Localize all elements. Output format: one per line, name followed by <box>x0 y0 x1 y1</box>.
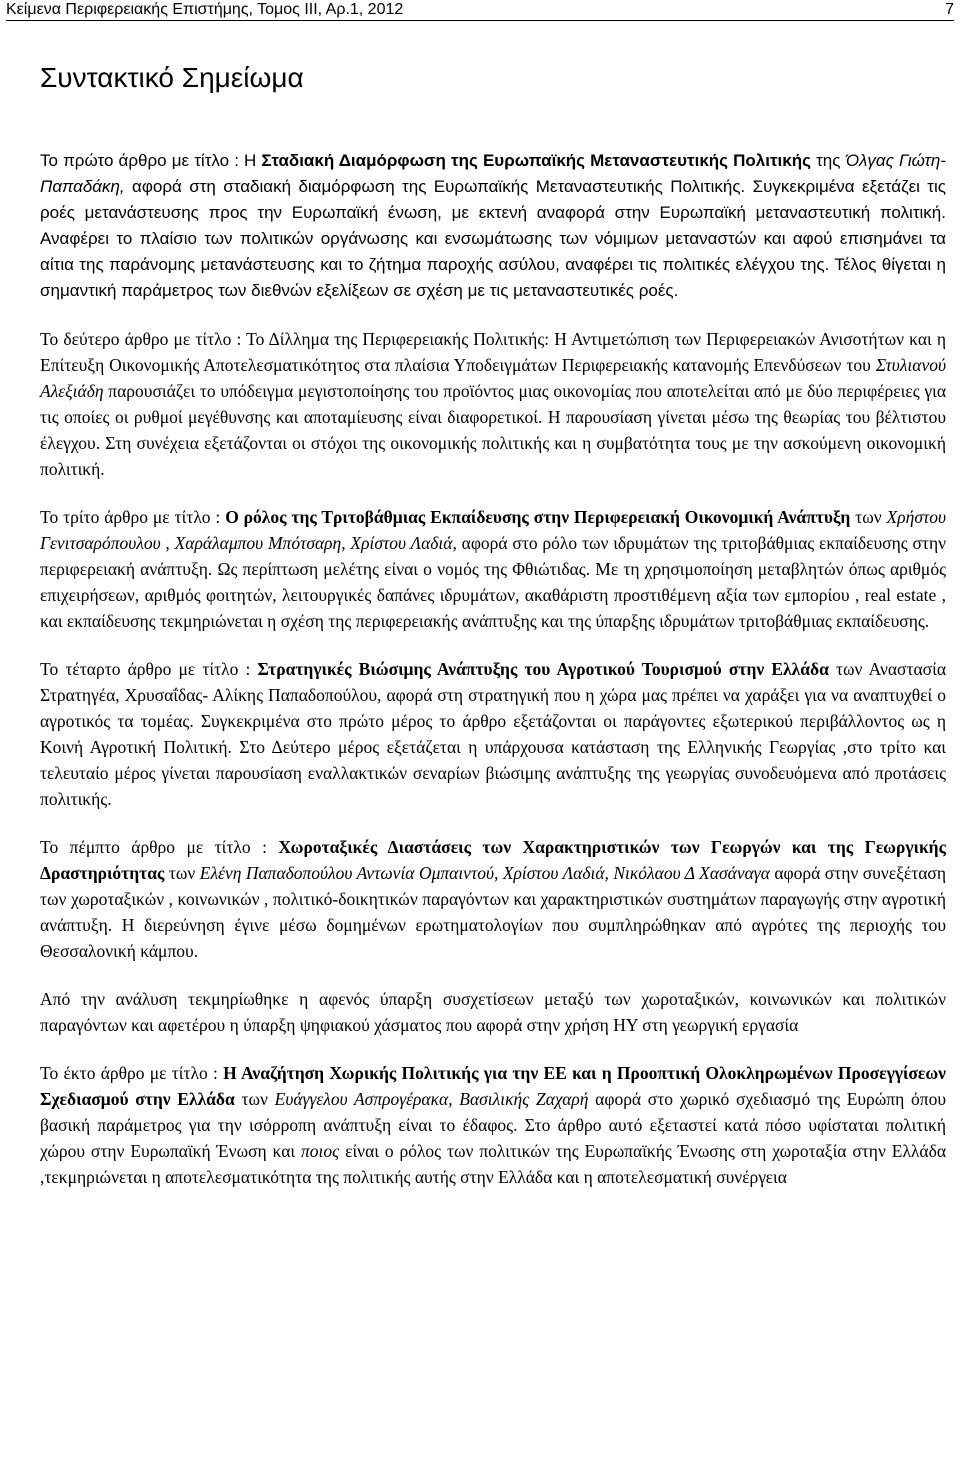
paragraph-article-1 <box>40 148 946 304</box>
article-6-title: Η Αναζήτηση Χωρικής Πολιτικής για την ΕΕ και η Προοπτική Ολοκληρωμένων Προσεγγίσεων Σχεδιασμού στην Ελλάδα <box>40 1063 946 1109</box>
text: αφορά στο χωρικό σχεδιασμό της Ευρώπη όπου βασική παράμετρος για την ισόρροπη ανάπτυξη είναι το έδαφος. Στο άρθρο αυτό εξεταστεί κατά πόσο υφίσταται πολιτική χώρου στην Ευρωπαϊκή Ένωση και <box>40 1089 946 1161</box>
article-3-title: Ο ρόλος της Τριτοβάθμιας Εκπαίδευσης στην Περιφερειακή Οικονομική Ανάπτυξη <box>225 507 851 527</box>
paragraph-article-6 <box>40 1060 946 1190</box>
page-number: 7 <box>945 1 954 18</box>
text: των Αναστασία Στρατηγέα, Χρυσαΐδας- Αλίκης Παπαδοπούλου, αφορά στη στρατηγική που η χώρα μας πρέπει να χαράξει για να αναπτυχθεί ο αγροτικός τα τομέας. Συγκεκριμένα στο πρώτο μέρος το άρθρο εξετάζονται οι παράγοντες εξωτερικού περιβάλλοντος ως η Κοινή Αγροτική Πολιτική. Στο Δεύτερο μέρος εξετάζεται η υπάρχουσα κατάσταση της Ελληνικής Γεωργίας ,στο τρίτο και τελευταίο μέρος γίνεται παρουσίαση εναλλακτικών σεναρίων βιώσιμης ανάπτυξης της γεωργίας συνοδευόμενα από προτάσεις πολιτικής. <box>40 659 946 809</box>
text: των <box>234 1089 275 1109</box>
text: Το πρώτο άρθρο με τίτλο : Η <box>40 151 262 170</box>
journal-citation: Κείμενα Περιφερειακής Επιστήμης, Τομος ΙΙΙ, Αρ.1, 2012 <box>6 1 404 18</box>
article-2-author: Στυλιανού Αλεξιάδη <box>40 355 946 401</box>
text: Το τρίτο άρθρο με τίτλο : <box>40 507 226 527</box>
text: Το πέμπτο άρθρο με τίτλο : <box>40 837 279 857</box>
page-title: Συντακτικό Σημείωμα <box>40 62 304 93</box>
paragraph-article-3 <box>40 504 946 634</box>
text: Από την ανάλυση τεκμηρίωθηκε η αφενός ύπαρξη συσχετίσεων μεταξύ των χωροταξικών, κοινωνικών και πολιτικών παραγόντων και αφετέρου η ύπαρξη ψηφιακού χάσματος που αφορά στην χρήση ΗΥ στη γεωργική εργασία <box>40 989 946 1035</box>
text: των <box>164 863 200 883</box>
article-1-author: Όλγας Γιώτη-Παπαδάκη, <box>40 151 946 196</box>
emphasis-word: ποιος <box>300 1141 340 1161</box>
article-3-authors: Χρήστου Γενιτσαρόπουλου , Χαράλαμπου Μπότσαρη, Χρίστου Λαδιά, <box>40 507 946 553</box>
paragraph-article-2 <box>40 326 946 482</box>
paragraph-article-4 <box>40 656 946 812</box>
text: των <box>850 507 887 527</box>
article-5-authors: Ελένη Παπαδοπούλου Αντωνία Ομπαιντού, Χρίστου Λαδιά, Νικόλαου Δ Χασάναγα <box>199 863 770 883</box>
text: Το δεύτερο άρθρο με τίτλο : Το Δίλλημα της Περιφερειακής Πολιτικής: Η Αντιμετώπιση των Περιφερειακών Ανισοτήτων και η Επίτευξη Οικονομικής Αποτελεσματικότητος στα πλαίσια Υποδειγμάτων Περιφερειακής κατανομής Επενδύσεων του <box>40 329 946 375</box>
text: Το έκτο άρθρο με τίτλο : <box>40 1063 224 1083</box>
article-6-authors: Ευάγγελου Ασπρογέρακα, Βασιλικής Ζαχαρή <box>274 1089 589 1109</box>
running-header <box>6 0 954 21</box>
paragraph-article-5-findings <box>40 986 946 1038</box>
text: της <box>810 151 846 170</box>
text: αφορά στην συνεξέταση των χωροταξικών , κοινωνικών , πολιτικό-δοικητικών παραγόντων και χαρακτηριστικών συστημάτων παραγωγής στην αγροτική ανάπτυξη. Η διερεύνηση έγινε μέσω δομημένων ερωτηματολογίων που συμπληρώθηκαν από αγρότες της περιοχής του Θεσσαλονική κάμπου. <box>40 863 947 961</box>
paragraph-article-5 <box>40 834 946 964</box>
text: αφορά στη σταδιακή διαμόρφωση της Ευρωπαϊκής Μεταναστευτικής Πολιτικής. Συγκεκριμένα εξετάζει τις ροές μετανάστευσης προς την Ευρωπαϊκή ένωση, με εκτενή αναφορά στην Ευρωπαϊκή μεταναστευτική πολιτική. Αναφέρει το πλαίσιο των πολιτικών οργάνωσης και ενσωμάτωσης των νόμιμων μεταναστών και αφού επισημάνει τα αίτια της παράνομης μετανάστευσης και το ζήτημα παροχής ασύλου, αναφέρει τις πολιτικές ελέγχου της. Τέλος θίγεται η σημαντική παράμετρος των διεθνών εξελίξεων σε σχέση με τις μεταναστευτικές ροές. <box>40 177 946 300</box>
editorial-body <box>40 148 946 1212</box>
article-1-title: Σταδιακή Διαμόρφωση της Ευρωπαϊκής Μεταναστευτικής Πολιτικής <box>261 151 811 170</box>
text: παρουσιάζει το υπόδειγμα μεγιστοποίησης του προϊόντος μιας οικονομίας που αποτελείται από με δύο περιφέρειες για τις οποίες οι ρυθμοί μεγέθυνσης και αποταμίευσης είναι διαφορετικοί. Η παρουσίαση γίνεται μέσω της θεωρίας του βέλτιστου έλεγχου. Στη συνέχεια εξετάζονται οι στόχοι της οικονομικής πολιτικής και η συμβατότητα τους με την ασκούμενη οικονομική πολιτική. <box>40 381 946 479</box>
text: αφορά στο ρόλο των ιδρυμάτων της τριτοβάθμιας εκπαίδευσης στην περιφερειακή ανάπτυξη. Ως περίπτωση μελέτης είναι ο νομός της Φθιώτιδας. Με τη χρησιμοποίηση μεταβλητών όπως αριθμός επιχειρήσεων, αριθμός φοιτητών, λειτουργικές δαπάνες ιδρυμάτων, ακαθάριστη προστιθέμενη αξία των εμπορίου , real estate , και εκπαίδευσης τεκμηριώνεται η σχέση της περιφερειακής ανάπτυξης και της ύπαρξης ιδρυμάτων τριτοβάθμιας εκπαίδευσης. <box>40 533 947 631</box>
text: είναι ο ρόλος των πολιτικών της Ευρωπαϊκής Ένωσης στη χωροταξία στην Ελλάδα ,τεκμηριώνεται η αποτελεσματικότητα της πολιτικής αυτής στην Ελλάδα και η αποτελεσματική συνέργεια <box>40 1141 946 1187</box>
text: Το τέταρτο άρθρο με τίτλο : <box>40 659 258 679</box>
article-4-title: Στρατηγικές Βιώσιμης Ανάπτυξης του Αγροτικού Τουρισμού στην Ελλάδα <box>257 659 829 679</box>
article-5-title: Χωροταξικές Διαστάσεις των Χαρακτηριστικών των Γεωργών και της Γεωργικής Δραστηριότητας <box>40 837 946 883</box>
